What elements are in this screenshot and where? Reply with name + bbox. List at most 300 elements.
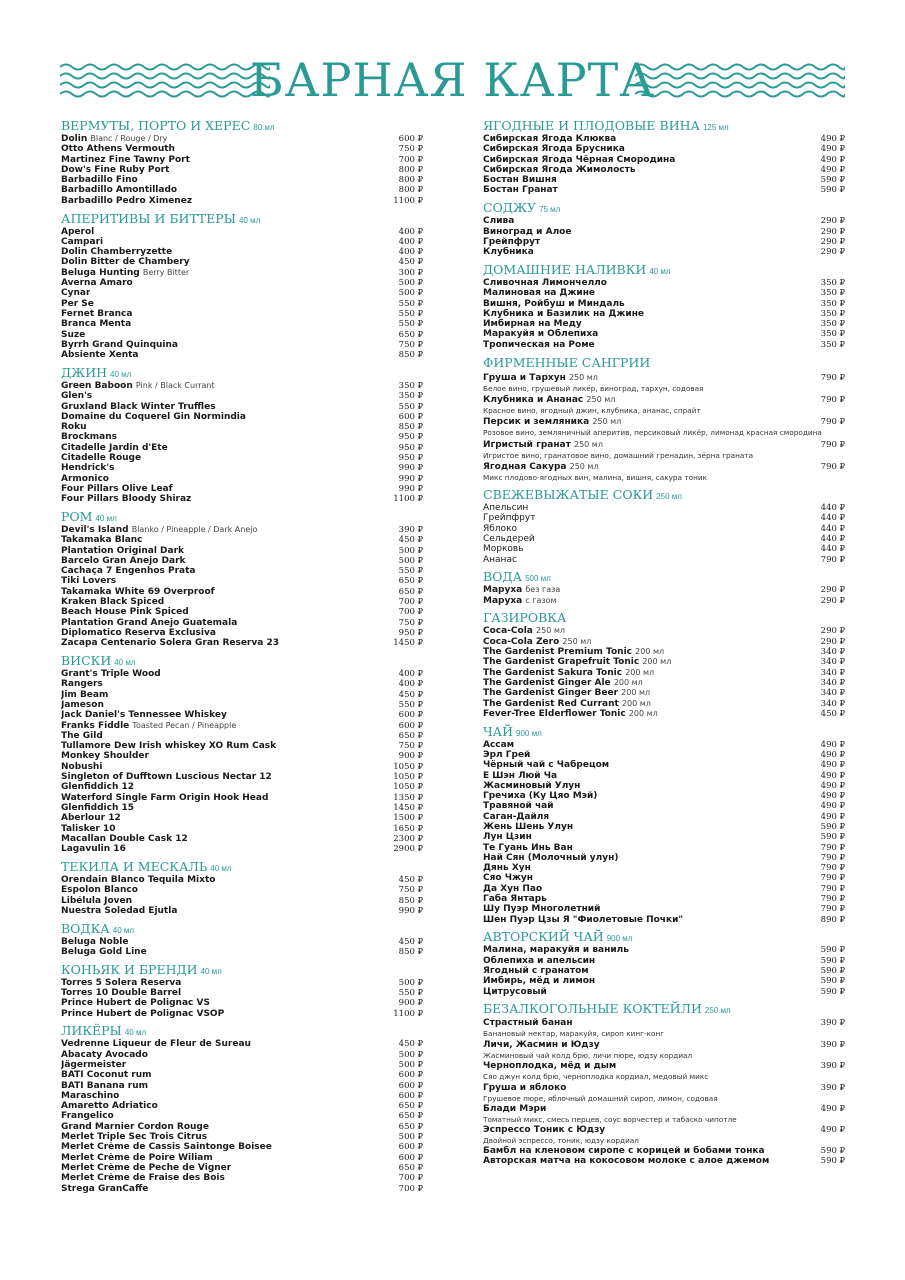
item-name-text: Игристый гранат [483, 439, 571, 450]
menu-item [483, 555, 845, 565]
item-price: 350 ₽ [398, 380, 423, 391]
item-name-text: Виноград и Алое [483, 226, 572, 237]
item-price: 650 ₽ [398, 730, 423, 741]
item-name [61, 1101, 158, 1111]
menu-item [483, 175, 845, 185]
item-name-text: Waterford Single Farm Origin Hook Head [61, 792, 269, 803]
item-name-text: Suze [61, 329, 86, 340]
item-name-text: Campari [61, 236, 104, 247]
menu-item [61, 227, 423, 237]
item-name [61, 268, 189, 278]
menu-section [483, 117, 845, 196]
menu-item [483, 915, 845, 925]
item-name [61, 484, 173, 494]
item-name [483, 894, 547, 904]
item-name [483, 534, 535, 544]
item-name [483, 175, 557, 185]
menu-item [61, 422, 423, 432]
menu-item [483, 863, 845, 873]
item-name-text: Grand Marnier Cordon Rouge [61, 1121, 209, 1132]
menu-item [61, 1009, 423, 1019]
section-volume: 125 мл [702, 123, 729, 132]
item-name [61, 628, 216, 638]
item-price: 440 ₽ [820, 513, 845, 524]
item-name-text: Сяо Чжун [483, 873, 534, 884]
item-name [61, 546, 184, 556]
menu-item [483, 966, 845, 976]
item-price: 400 ₽ [398, 669, 423, 680]
item-name-text: Клубника [483, 247, 534, 258]
item-price: 1050 ₽ [393, 772, 423, 783]
menu-item [483, 626, 845, 636]
menu-item [483, 165, 845, 175]
menu-item [61, 1039, 423, 1049]
item-price: 290 ₽ [820, 585, 845, 596]
menu-item [61, 257, 423, 267]
item-note: 250 мл [536, 626, 565, 636]
menu-item [483, 801, 845, 811]
item-name-text: Otto Athens Vermouth [61, 144, 175, 155]
menu-section [61, 652, 423, 854]
item-name-text: Cachaça 7 Engenhos Prata [61, 566, 196, 577]
section-title [483, 723, 845, 740]
item-name [483, 832, 532, 842]
item-price: 450 ₽ [398, 689, 423, 700]
menu-item [483, 534, 845, 544]
item-price: 1450 ₽ [393, 638, 423, 649]
item-name [483, 966, 589, 976]
item-name [483, 165, 636, 175]
item-name-text: Най Сян (Молочный улун) [483, 852, 619, 863]
item-name [61, 741, 276, 751]
menu-item [61, 587, 423, 597]
section-title [483, 609, 845, 626]
item-name-text: The Gardenist Red Currant [483, 698, 619, 709]
item-price: 1100 ₽ [393, 195, 423, 206]
section-title-text: ГАЗИРОВКА [483, 610, 567, 626]
menu-item [61, 751, 423, 761]
item-name-text: Talisker 10 [61, 823, 116, 834]
menu-item [483, 822, 845, 832]
item-name-text: Яблоко [483, 523, 518, 534]
menu-item [61, 721, 423, 731]
menu-item [61, 803, 423, 813]
item-price: 700 ₽ [398, 1173, 423, 1184]
item-name-text: Glenfiddich 12 [61, 782, 135, 793]
item-name [61, 278, 133, 288]
item-price: 450 ₽ [820, 708, 845, 719]
item-name-text: Гречиха (Ку Цяо Мэй) [483, 791, 598, 802]
item-name [61, 782, 134, 792]
item-note: Pink / Black Currant [135, 380, 215, 390]
item-price: 790 ₽ [820, 904, 845, 915]
section-title-text: СВЕЖЕВЫЖАТЫЕ СОКИ [483, 487, 654, 503]
item-description: Двойной эспрессо, тоник, юдзу кордиал [483, 1136, 639, 1146]
menu-item [483, 647, 845, 657]
item-price: 550 ₽ [398, 308, 423, 319]
item-name [483, 416, 621, 428]
item-price: 440 ₽ [820, 523, 845, 534]
menu-item [61, 268, 423, 278]
item-price: 590 ₽ [820, 175, 845, 186]
item-name-text: Имбирная на Меду [483, 319, 582, 330]
item-name-text: Слива [483, 216, 515, 227]
menu-item [483, 596, 845, 606]
item-price: 550 ₽ [398, 298, 423, 309]
item-name-text: Martinez Fine Tawny Port [61, 154, 190, 165]
item-price: 990 ₽ [398, 483, 423, 494]
item-name-text: Ягодный с гранатом [483, 966, 589, 977]
item-name [61, 566, 196, 576]
menu-item [61, 937, 423, 947]
item-price: 1050 ₽ [393, 782, 423, 793]
menu-item [61, 494, 423, 504]
item-name-text: Fernet Branca [61, 308, 133, 319]
menu-section [61, 210, 423, 361]
item-name [61, 1081, 148, 1091]
item-name-text: Малиновая на Джине [483, 288, 596, 299]
item-name [483, 1061, 616, 1072]
menu-item [61, 484, 423, 494]
item-name [61, 751, 149, 761]
item-name [61, 144, 175, 154]
menu-item [61, 1163, 423, 1173]
item-name [483, 626, 565, 636]
item-name [61, 885, 138, 895]
menu-item [483, 904, 845, 914]
item-name [483, 873, 533, 883]
item-name [61, 1111, 114, 1121]
menu-item [483, 843, 845, 853]
item-price: 700 ₽ [398, 607, 423, 618]
item-name-text: Libélula Joven [61, 895, 133, 906]
item-name-text: Апельсин [483, 503, 529, 514]
item-name [483, 647, 664, 657]
item-name [61, 247, 172, 257]
item-name [483, 1040, 600, 1051]
item-name [61, 998, 210, 1008]
item-name-text: Beach House Pink Spiced [61, 607, 189, 618]
item-name [61, 607, 189, 617]
item-name-text: Маруха [483, 595, 523, 606]
item-price: 490 ₽ [820, 801, 845, 812]
item-name-text: Tiki Lovers [61, 576, 117, 587]
section-title [483, 486, 845, 503]
item-price: 1450 ₽ [393, 802, 423, 813]
menu-item [61, 762, 423, 772]
item-name [483, 956, 595, 966]
item-price: 650 ₽ [398, 1162, 423, 1173]
menu-item [61, 412, 423, 422]
item-price: 790 ₽ [820, 554, 845, 565]
menu-item [61, 1132, 423, 1142]
item-note: 250 мл [573, 439, 603, 449]
item-price: 550 ₽ [398, 987, 423, 998]
item-price: 290 ₽ [820, 236, 845, 247]
item-name [61, 319, 131, 329]
menu-item [61, 978, 423, 988]
item-price: 500 ₽ [398, 278, 423, 289]
item-name-text: Dow's Fine Ruby Port [61, 164, 170, 175]
item-name-text: Abacaty Avocado [61, 1049, 148, 1060]
item-price: 700 ₽ [398, 1183, 423, 1194]
item-name [483, 134, 616, 144]
item-name [483, 394, 615, 406]
item-price: 850 ₽ [398, 946, 423, 957]
item-name [61, 824, 116, 834]
menu-item [483, 144, 845, 154]
section-volume: 80 мл [253, 123, 275, 132]
item-name [61, 834, 188, 844]
item-name [483, 1083, 566, 1094]
menu-item [61, 299, 423, 309]
item-name-text: Бостан Вишня [483, 175, 557, 186]
menu-item [483, 956, 845, 966]
item-description: Грушевое пюре, яблочный домашний сироп, лимон, содовая [483, 1093, 718, 1103]
menu-section [483, 261, 845, 350]
menu-item [61, 175, 423, 185]
menu-item [61, 381, 423, 391]
item-name-text: Merlet Crème de Cassis Saintonge Boisee [61, 1142, 272, 1153]
item-name-text: Hendrick's [61, 463, 115, 474]
item-name-text: Да Хун Пао [483, 883, 543, 894]
item-name-text: Citadelle Rouge [61, 453, 142, 464]
section-title-text: ТЕКИЛА И МЕСКАЛЬ [61, 858, 208, 874]
item-note: без газа [525, 585, 561, 595]
item-name-text: Strega GranCaffe [61, 1183, 149, 1194]
item-name [483, 340, 595, 350]
item-name [483, 299, 625, 309]
item-price: 790 ₽ [820, 863, 845, 874]
item-price: 500 ₽ [398, 977, 423, 988]
menu-item [61, 793, 423, 803]
menu-item [483, 278, 845, 288]
menu-item [61, 402, 423, 412]
menu-item [61, 340, 423, 350]
item-name [61, 1122, 209, 1132]
item-price: 500 ₽ [398, 1049, 423, 1060]
menu-item [483, 740, 845, 750]
item-name-text: BATI Coconut rum [61, 1070, 152, 1081]
section-title [483, 199, 845, 216]
item-name [61, 443, 168, 453]
menu-item [483, 976, 845, 986]
item-name-text: The Gardenist Grapefruit Tonic [483, 657, 640, 668]
item-description: Банановый нектар, маракуйя, сироп кинг-конг [483, 1029, 665, 1039]
menu-item [61, 566, 423, 576]
menu-item [483, 237, 845, 247]
item-price: 600 ₽ [398, 720, 423, 731]
item-price: 490 ₽ [820, 1104, 845, 1115]
menu-item [483, 637, 845, 647]
menu-section [61, 920, 423, 958]
item-price: 650 ₽ [398, 329, 423, 340]
item-note: 200 мл [635, 647, 665, 657]
menu-item [61, 196, 423, 206]
section-title-text: ЧАЙ [483, 723, 514, 739]
item-price: 590 ₽ [820, 945, 845, 956]
item-name [61, 906, 177, 916]
menu-item [61, 155, 423, 165]
item-price: 590 ₽ [820, 185, 845, 196]
item-price: 290 ₽ [820, 626, 845, 637]
menu-section [483, 609, 845, 719]
item-price: 500 ₽ [398, 1132, 423, 1143]
item-name-text: Страстный банан [483, 1018, 573, 1029]
item-name-text: Сельдерей [483, 533, 535, 544]
item-name-text: Ананас [483, 554, 517, 565]
item-name [61, 762, 102, 772]
menu-item [61, 1184, 423, 1194]
item-name-text: Авторская матча на кокосовом молоке с алое джемом [483, 1156, 770, 1167]
item-name [483, 216, 514, 226]
item-name [61, 803, 134, 813]
menu-item [483, 945, 845, 955]
item-price: 550 ₽ [398, 699, 423, 710]
menu-item [483, 699, 845, 709]
item-price: 1050 ₽ [393, 761, 423, 772]
section-title-text: ФИРМЕННЫЕ САНГРИИ [483, 354, 651, 370]
item-name [61, 721, 236, 731]
item-price: 600 ₽ [398, 1152, 423, 1163]
item-name-text: Tullamore Dew Irish whiskey XO Rum Cask [61, 741, 277, 752]
item-name-text: Nuestra Soledad Ejutla [61, 905, 178, 916]
item-name [483, 801, 554, 811]
item-name [61, 237, 103, 247]
section-title-text: СОДЖУ [483, 200, 537, 216]
section-title-text: ВОДКА [61, 920, 110, 936]
section-volume: 40 мл [649, 266, 671, 276]
item-price: 600 ₽ [398, 1080, 423, 1091]
item-price: 650 ₽ [398, 1121, 423, 1132]
item-note: 250 мл [586, 394, 616, 404]
item-price: 390 ₽ [820, 1061, 845, 1072]
item-name [61, 1142, 272, 1152]
section-title [61, 961, 423, 978]
menu-item [483, 340, 845, 350]
section-title-text: БЕЗАЛКОГОЛЬНЫЕ КОКТЕЙЛИ [483, 1001, 702, 1017]
menu-item [61, 1153, 423, 1163]
section-title [483, 928, 845, 945]
item-name-text: Grant's Triple Wood [61, 669, 161, 680]
menu-item [483, 832, 845, 842]
item-name [61, 947, 147, 957]
item-price: 590 ₽ [820, 1156, 845, 1167]
item-name-text: Малина, маракуйя и ваниль [483, 945, 629, 956]
item-name-text: Nobushi [61, 761, 103, 772]
item-name [483, 237, 540, 247]
item-price: 600 ₽ [398, 1090, 423, 1101]
item-price: 450 ₽ [398, 257, 423, 268]
menu-item [61, 185, 423, 195]
item-name [483, 637, 591, 647]
item-name-text: The Gardenist Ginger Ale [483, 677, 611, 688]
item-price: 490 ₽ [820, 739, 845, 750]
item-name-text: Barbadillo Fino [61, 175, 138, 186]
menu-section [483, 1000, 845, 1166]
item-price: 590 ₽ [820, 986, 845, 997]
item-name [61, 134, 167, 144]
item-description: Жасминовый чай колд брю, личи пюре, юдзу кордиал [483, 1050, 693, 1060]
item-price: 490 ₽ [820, 134, 845, 144]
section-volume: 40 мл [112, 925, 135, 935]
menu-item [61, 824, 423, 834]
menu-item [61, 453, 423, 463]
item-note: 200 мл [625, 667, 655, 677]
left-column [61, 117, 423, 1197]
page-title: БАРНАЯ КАРТА [249, 53, 656, 107]
menu-item [61, 1101, 423, 1111]
item-name [483, 750, 530, 760]
section-title-text: РОМ [61, 509, 93, 524]
item-price: 500 ₽ [398, 1059, 423, 1070]
item-price: 790 ₽ [820, 462, 845, 473]
menu-item [61, 875, 423, 885]
menu-item [61, 700, 423, 710]
section-title [483, 568, 845, 585]
menu-section [483, 568, 845, 606]
item-name [61, 556, 186, 566]
menu-item [61, 710, 423, 720]
item-name-text: Barcelo Gran Anejo Dark [61, 555, 186, 566]
item-name-text: Branca Menta [61, 319, 132, 330]
item-name-text: Блади Мэри [483, 1104, 547, 1115]
item-name-text: Armonico [61, 473, 109, 484]
item-price: 950 ₽ [398, 442, 423, 453]
item-name [483, 822, 573, 832]
item-name-text: Сибирская Ягода Жимолость [483, 164, 636, 175]
section-title [61, 858, 423, 875]
item-price: 1100 ₽ [393, 494, 423, 505]
item-name-text: Coca-Cola [483, 626, 533, 637]
item-description: Микс плодово-ягодных вин, малина, вишня, сакура тоник [483, 473, 707, 483]
item-name-text: Orendain Blanco Tequila Mixto [61, 874, 216, 885]
menu-item [61, 1091, 423, 1101]
item-price: 400 ₽ [398, 236, 423, 247]
item-note: 200 мл [613, 677, 643, 687]
item-name-text: Морковь [483, 544, 524, 555]
item-name [61, 587, 215, 597]
item-name-text: Чёрный чай с Чабрецом [483, 760, 610, 771]
menu-item [483, 791, 845, 801]
item-price: 2900 ₽ [393, 844, 423, 855]
item-name-text: Жасминовый Улун [483, 780, 581, 791]
item-note: с газом [525, 595, 557, 605]
item-price: 300 ₽ [398, 267, 423, 278]
item-name [61, 391, 92, 401]
item-name-text: Glen's [61, 391, 93, 402]
item-price: 450 ₽ [398, 1039, 423, 1050]
item-description: Белое вино, грушевый ликёр, виноград, тархун, содовая [483, 383, 704, 393]
menu-item [483, 227, 845, 237]
item-name-text: Byrrh Grand Quinquina [61, 339, 178, 350]
item-price: 550 ₽ [398, 401, 423, 412]
section-volume: 900 мл [516, 728, 542, 738]
item-price: 500 ₽ [398, 288, 423, 299]
menu-item [61, 1070, 423, 1080]
section-title [483, 354, 845, 371]
menu-item [61, 607, 423, 617]
section-title [61, 1022, 423, 1039]
item-price: 590 ₽ [820, 832, 845, 843]
item-name [483, 1156, 769, 1166]
item-name-text: Ягодная Сакура [483, 462, 567, 473]
item-name [483, 771, 557, 781]
item-price: 290 ₽ [820, 636, 845, 647]
item-name [61, 896, 132, 906]
section-volume: 40 мл [210, 863, 232, 873]
item-price: 490 ₽ [820, 154, 845, 165]
